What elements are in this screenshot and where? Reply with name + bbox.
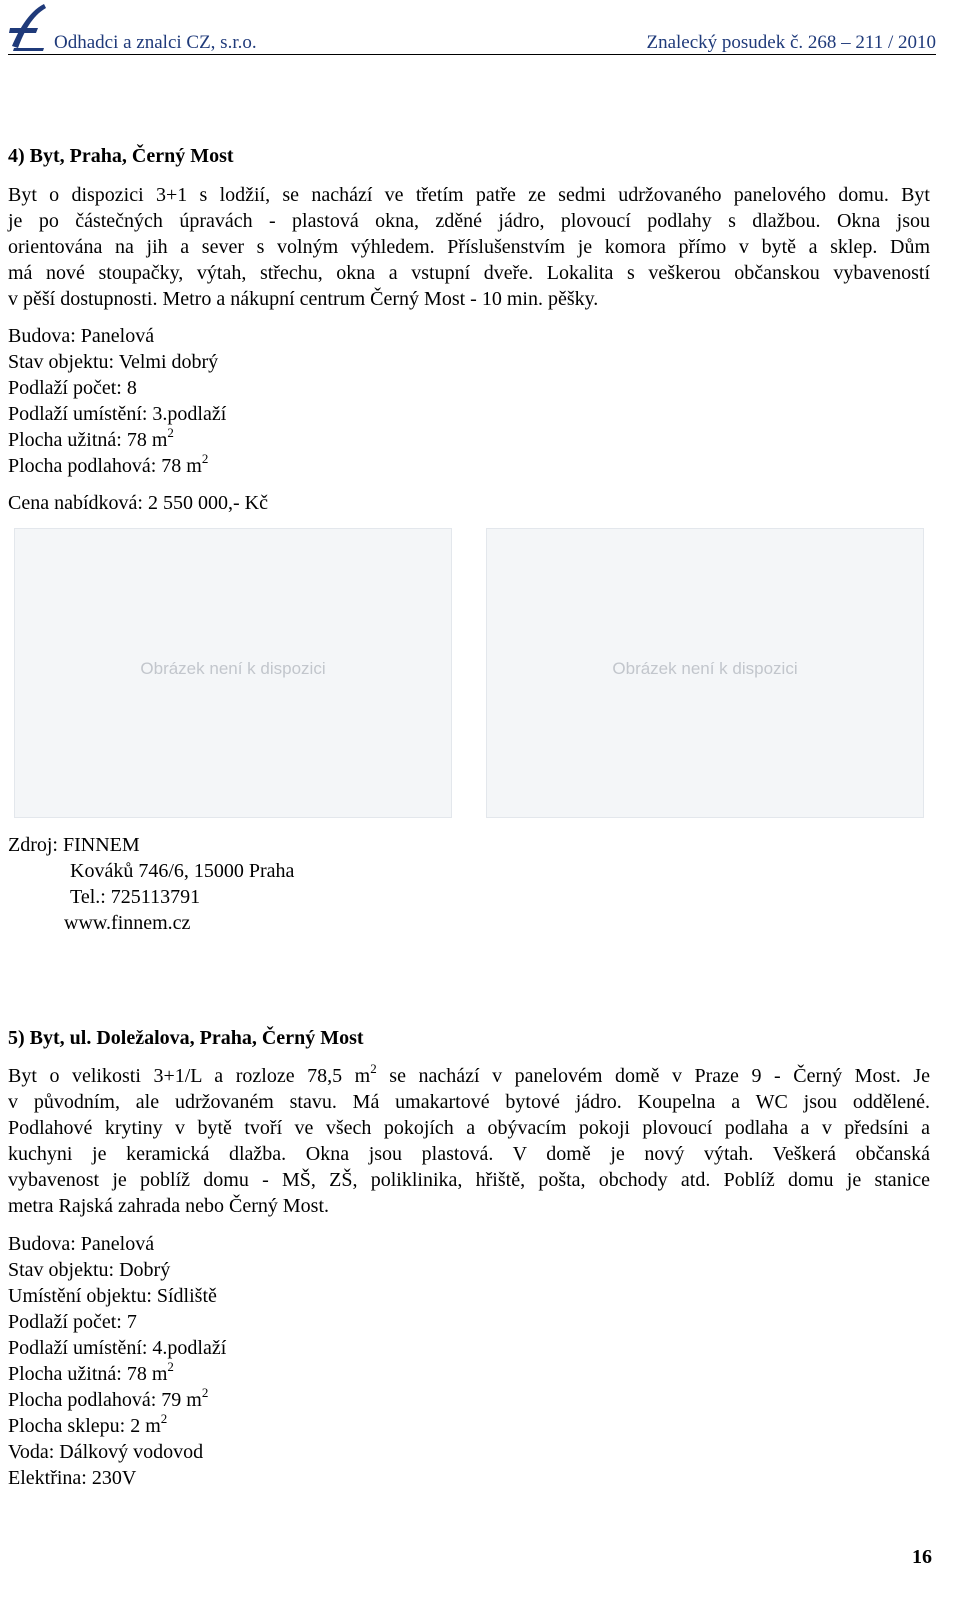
property-area-usable: Plocha užitná: 78 $m^2$	[8, 425, 174, 451]
photo-placeholder	[486, 528, 924, 818]
source-phone: Tel.: 725113791	[70, 886, 201, 908]
desc-line: v původním, ale udržovaném stavu. Má umakartové bytové jádro. Koupelna a WC jsou oddělené.	[8, 1091, 930, 1113]
property-area-floor: Plocha podlahová: 79 $m^2$	[8, 1385, 209, 1411]
desc-line: metra Rajská zahrada nebo Černý Most.	[8, 1195, 330, 1217]
desc-line: Podlahové krytiny v bytě tvoří ve všech pokojích a obývacím pokoji plovoucí podlaha a v předsíni a	[8, 1117, 930, 1139]
property-condition: Stav objektu: Velmi dobrý	[8, 351, 219, 373]
company-logo-icon	[8, 2, 48, 52]
offer-price: Cena nabídková: 2 550 000,- Kč	[8, 492, 268, 514]
desc-line: vybavenost je poblíž domu - MŠ, ZŠ, poliklinika, hřiště, pošta, obchody atd. Poblíž domu je stanice	[8, 1169, 930, 1191]
property-area-cellar: Plocha sklepu: 2 $m^2$	[8, 1411, 168, 1437]
desc-line: je po částečných úpravách - plastová okna, zděné jádro, plovoucí podlahy s dlažbou. Okna jsou	[8, 210, 930, 232]
property-area-usable: Plocha užitná: 78 $m^2$	[8, 1359, 174, 1385]
listing-5-description	[8, 1063, 930, 1219]
listing-4-source	[8, 832, 294, 936]
listing-4-title: 4) Byt, Praha, Černý Most	[8, 145, 234, 167]
photo-placeholder	[14, 528, 452, 818]
photo-placeholder-text: Obrázek není k dispozici	[612, 659, 798, 678]
property-floor-count: Podlaží počet: 8	[8, 377, 137, 399]
property-water: Voda: Dálkový vodovod	[8, 1441, 204, 1463]
listing-4-description	[8, 182, 930, 312]
desc-line: Byt o velikosti 3+1/L a rozloze 78,5 $m^2$ se nachází v panelovém domě v Praze 9 - Černý Most. Je	[8, 1061, 931, 1087]
property-floor-location: Podlaží umístění: 3.podlaží	[8, 403, 227, 425]
page-number: 16	[912, 1546, 932, 1568]
property-floor-count: Podlaží počet: 7	[8, 1311, 137, 1333]
source-address: Kováků 746/6, 15000 Praha	[70, 860, 295, 882]
company-name: Odhadci a znalci CZ, s.r.o.	[54, 32, 257, 53]
property-building: Budova: Panelová	[8, 1233, 155, 1255]
desc-line: Byt o dispozici 3+1 s lodžií, se nachází ve třetím patře ze sedmi udržovaného panelového domu. Byt	[8, 184, 930, 206]
desc-line: orientována na jih a sever s volným výhledem. Příslušenstvím je komora přímo v bytě a sklep. Dům	[8, 236, 930, 258]
photo-placeholder-text: Obrázek není k dispozici	[140, 659, 326, 678]
desc-line: má nové stoupačky, výtah, střechu, okna a vstupní dveře. Lokalita s veškerou občanskou vybaveností	[8, 262, 930, 284]
listing-5-title: 5) Byt, ul. Doležalova, Praha, Černý Most	[8, 1027, 364, 1049]
listing-5-properties	[8, 1231, 226, 1491]
property-building: Budova: Panelová	[8, 325, 155, 347]
property-location: Umístění objektu: Sídliště	[8, 1285, 217, 1307]
property-area-floor: Plocha podlahová: 78 $m^2$	[8, 451, 209, 477]
property-electricity: Elektřina: 230V	[8, 1467, 137, 1489]
source-website[interactable]: www.finnem.cz	[64, 912, 191, 934]
report-number: Znalecký posudek č. 268 – 211 / 2010	[646, 32, 936, 53]
desc-line: kuchyni je keramická dlažba. Okna jsou plastová. V domě je nový výtah. Veškerá občanská	[8, 1143, 930, 1165]
desc-line: v pěší dostupnosti. Metro a nákupní centrum Černý Most - 10 min. pěšky.	[8, 288, 599, 310]
source-name: Zdroj: FINNEM	[8, 834, 140, 856]
property-floor-location: Podlaží umístění: 4.podlaží	[8, 1337, 227, 1359]
listing-4-properties	[8, 323, 226, 479]
property-condition: Stav objektu: Dobrý	[8, 1259, 171, 1281]
page-header	[8, 2, 936, 55]
